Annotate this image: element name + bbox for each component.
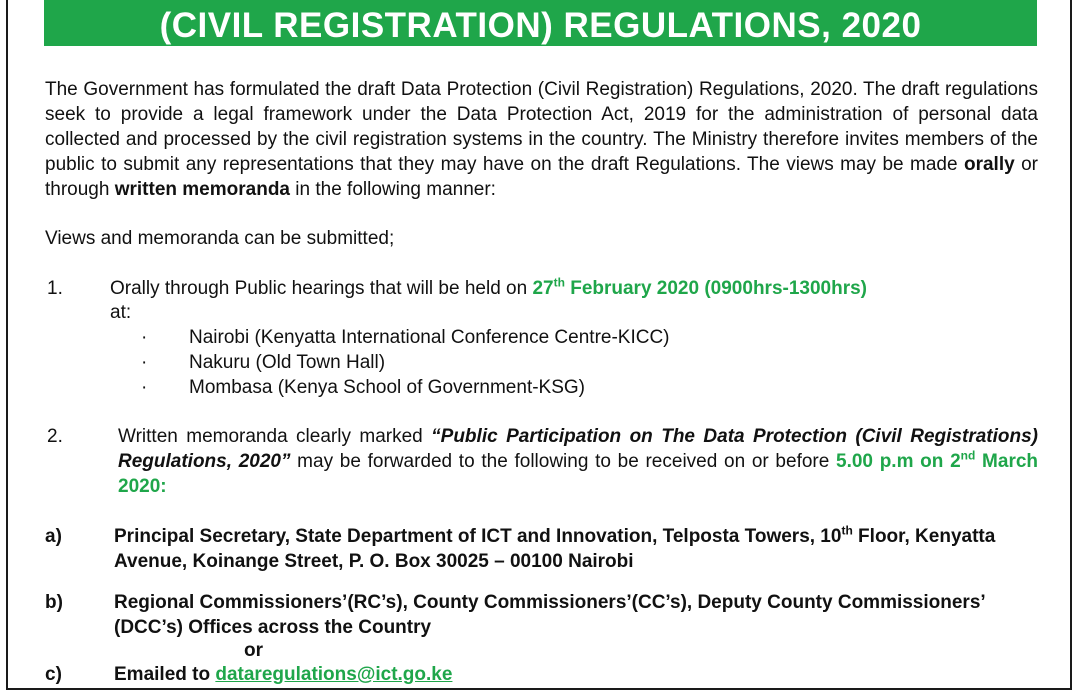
item-2-marking: “Public Participation on The Data Protection (Civil Registrations) Regulations, 2020” bbox=[118, 426, 1038, 472]
intro-bold-orally: orally bbox=[963, 154, 1015, 175]
item-1-number: 1. bbox=[47, 278, 63, 299]
or-label: or bbox=[244, 640, 263, 661]
item-1-date: 27th February 2020 (0900hrs-1300hrs) bbox=[532, 275, 867, 299]
email-link[interactable]: dataregulations@ict.go.ke bbox=[215, 664, 453, 685]
item-1-lead: Orally through Public hearings that will be held on bbox=[110, 278, 533, 299]
item-2-number: 2. bbox=[47, 426, 63, 447]
email-prefix: Emailed to bbox=[114, 664, 216, 685]
item-2-text bbox=[118, 424, 1038, 499]
item-2-mid: may be forwarded to the following to be received on or before bbox=[290, 451, 837, 472]
intro-text-3: in the following manner: bbox=[290, 179, 496, 200]
venue-nairobi: Nairobi (Kenyatta International Conference Centre-KICC) bbox=[189, 327, 670, 348]
title-banner bbox=[44, 0, 1037, 46]
intro-bold-written-memoranda: written memoranda bbox=[114, 179, 290, 200]
intro-text-2: or through bbox=[45, 154, 1038, 200]
item-1-text bbox=[110, 276, 1030, 301]
intro-text-1: The Government has formulated the draft Data Protection (Civil Registration) Regulations, 2020. The draft regulations seek to provide a legal framework under the Data Protection Act, 2019 for the administration of personal data collected and processed by the civil registration systems in the country. The Ministry therefore invites members of the public to submit any representations that they may have on the draft Regulations. The views may be made bbox=[45, 79, 1038, 175]
item-2-lead: Written memoranda clearly marked bbox=[118, 426, 432, 447]
views-line: Views and memoranda can be submitted; bbox=[45, 228, 395, 249]
address-b-letter: b) bbox=[45, 592, 63, 613]
venue-nakuru: Nakuru (Old Town Hall) bbox=[189, 352, 386, 373]
address-a-letter: a) bbox=[45, 526, 62, 547]
address-b: Regional Commissioners’(RC’s), County Commissioners’(CC’s), Deputy County Commissioners’ (DCC’s) Offices across the Country bbox=[114, 592, 985, 638]
bullet-icon: · bbox=[141, 327, 148, 348]
intro-paragraph bbox=[45, 77, 1038, 202]
item-1-at: at: bbox=[110, 302, 132, 323]
address-c-letter: c) bbox=[45, 664, 62, 685]
venue-mombasa: Mombasa (Kenya School of Government-KSG) bbox=[189, 377, 586, 398]
bullet-icon: · bbox=[141, 377, 148, 398]
bullet-icon: · bbox=[141, 352, 148, 373]
page-title: (CIVIL REGISTRATION) REGULATIONS, 2020 bbox=[159, 6, 922, 45]
item-2-deadline: 5.00 p.m on 2nd March 2020: bbox=[118, 448, 1039, 497]
address-a: Principal Secretary, State Department of ICT and Innovation, Telposta Towers, 10th Floor, Kenyatta Avenue, Koinange Street, P. O. Box 30025 – 00100 Nairobi bbox=[114, 523, 996, 572]
